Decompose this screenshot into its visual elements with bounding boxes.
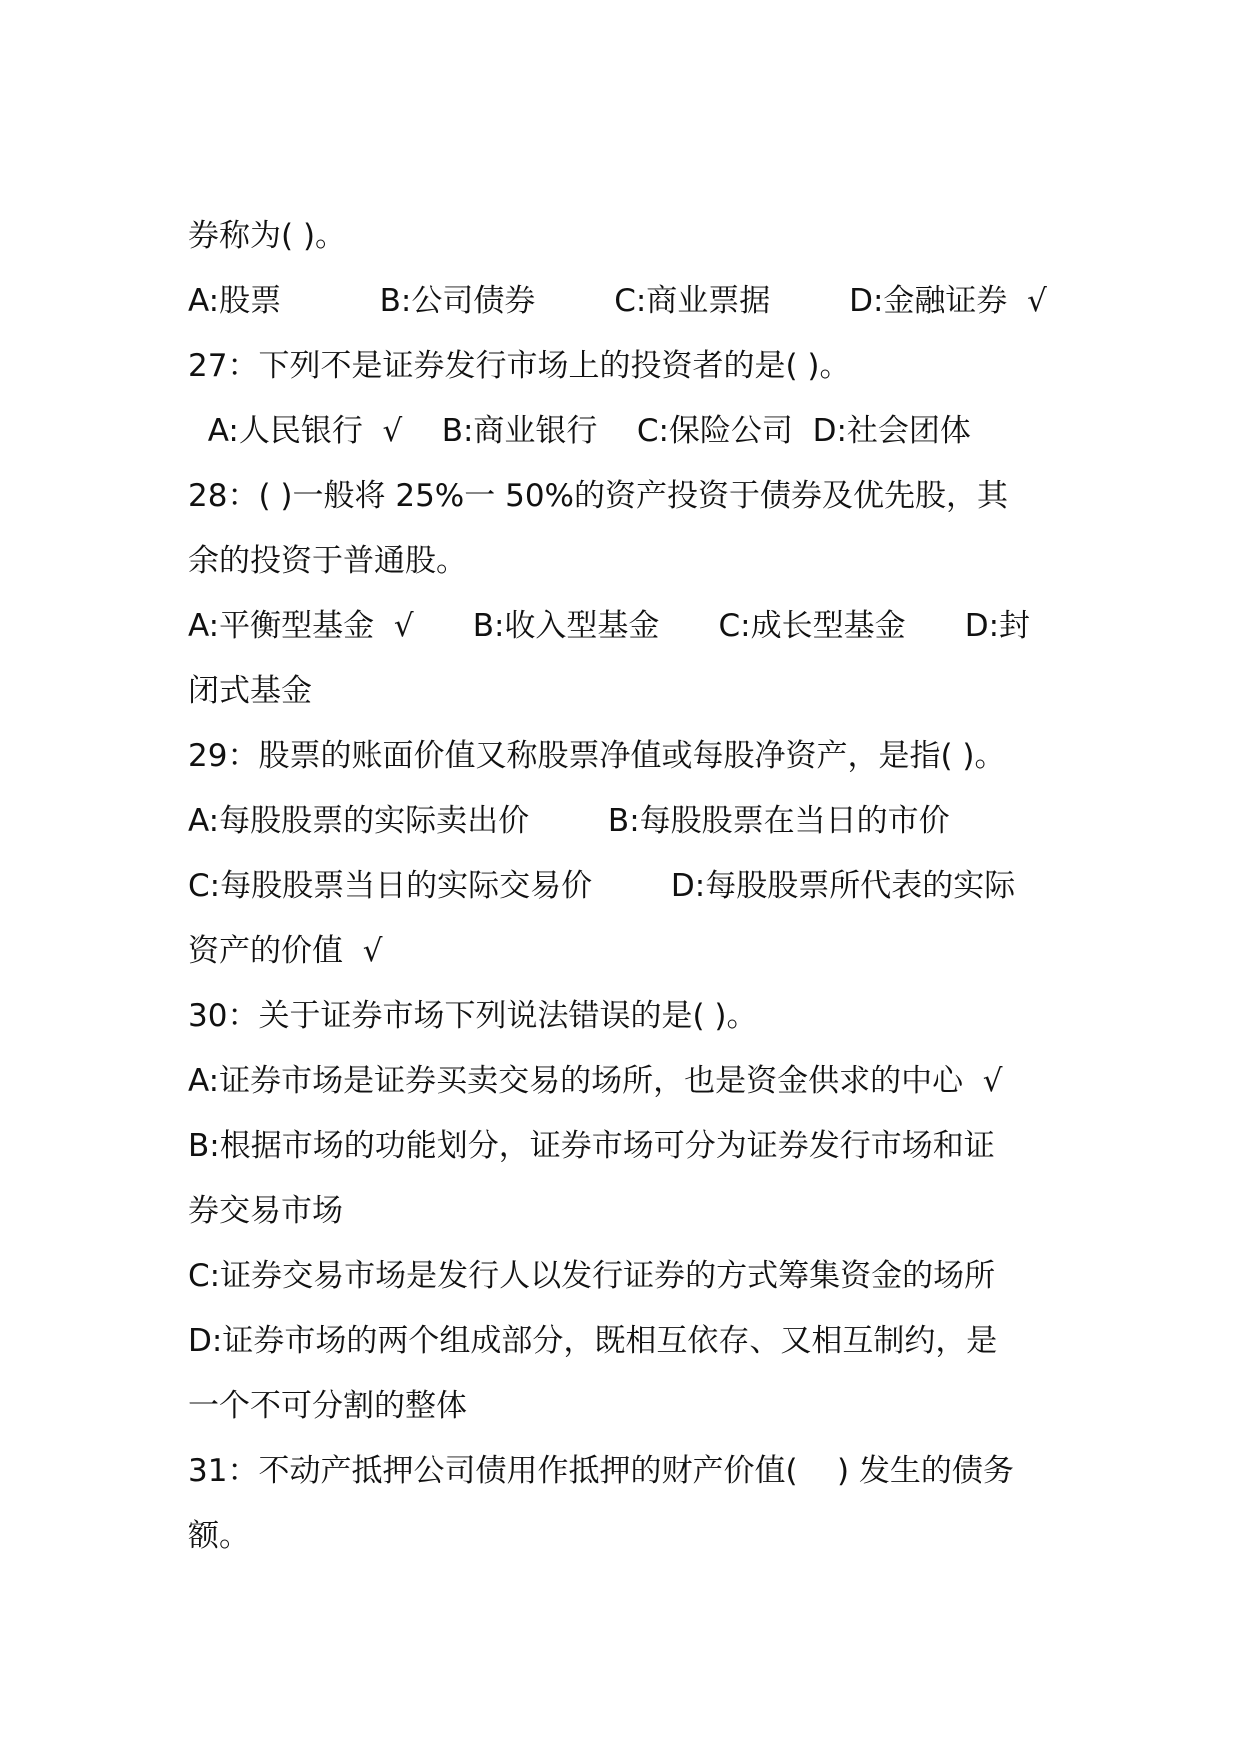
option-line: A:股票 B:公司债券 C:商业票据 D:金融证券 √ (188, 283, 1047, 319)
question-line: 27：下列不是证券发行市场上的投资者的是( )。 (188, 348, 851, 384)
option-line: D:证券市场的两个组成部分，既相互依存、又相互制约，是 (188, 1323, 998, 1359)
question-line: 31：不动产抵押公司债用作抵押的财产价值( ) 发生的债务 (188, 1453, 1014, 1489)
text-line: 额。 (188, 1518, 250, 1554)
question-line: 30：关于证券市场下列说法错误的是( )。 (188, 998, 758, 1034)
question-line: 28：( )一般将 25%一 50%的资产投资于债券及优先股，其 (188, 478, 1008, 514)
question-line: 29：股票的账面价值又称股票净值或每股净资产，是指( )。 (188, 738, 1006, 774)
option-line: A:平衡型基金 √ B:收入型基金 C:成长型基金 D:封 (188, 608, 1031, 644)
option-line: A:每股股票的实际卖出价 B:每股股票在当日的市价 (188, 803, 950, 839)
option-line: C:每股股票当日的实际交易价 D:每股股票所代表的实际 (188, 868, 1016, 904)
option-line: A:人民银行 √ B:商业银行 C:保险公司 D:社会团体 (188, 413, 971, 449)
text-line: 一个不可分割的整体 (188, 1388, 467, 1424)
option-line: A:证券市场是证券买卖交易的场所，也是资金供求的中心 √ (188, 1063, 1003, 1099)
text-line: 资产的价值 √ (188, 933, 383, 969)
option-line: B:根据市场的功能划分，证券市场可分为证券发行市场和证 (188, 1128, 995, 1164)
text-line: 券称为( )。 (188, 218, 347, 254)
document-body (188, 204, 1068, 1569)
text-line: 券交易市场 (188, 1193, 343, 1229)
text-line: 余的投资于普通股。 (188, 543, 467, 579)
text-line: 闭式基金 (188, 673, 312, 709)
option-line: C:证券交易市场是发行人以发行证券的方式筹集资金的场所 (188, 1258, 996, 1294)
